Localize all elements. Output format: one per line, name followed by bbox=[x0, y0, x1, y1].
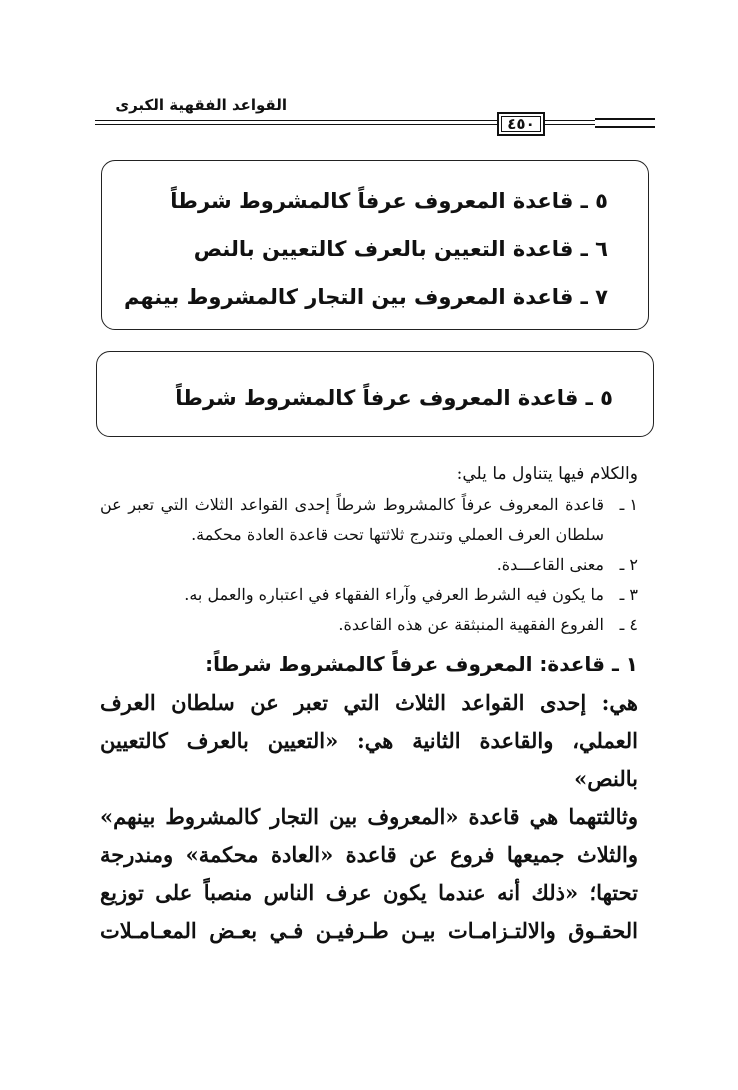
list-item-text: الفروع الفقهية المنبثقة عن هذه القاعدة. bbox=[338, 615, 604, 634]
rule-line-7: ٧ ـ قاعدة المعروف بين التجار كالمشروط بينهم bbox=[123, 285, 608, 309]
list-item bbox=[100, 610, 638, 640]
list-item-text: قاعدة المعروف عرفاً كالمشروط شرطاً إحدى القواعد الثلاث التي تعبر عن سلطان العرف العملي وتندرج ثلاثتها تحت قاعدة العادة محكمة. bbox=[100, 495, 604, 544]
header-rule bbox=[95, 120, 655, 125]
page-header bbox=[95, 92, 655, 140]
list-item-text: ما يكون فيه الشرط العرفي وآراء الفقهاء في اعتباره والعمل به. bbox=[184, 585, 604, 604]
body-text bbox=[100, 460, 638, 950]
section-title: ٥ ـ قاعدة المعروف عرفاً كالمشروط شرطاً bbox=[175, 386, 613, 410]
section-heading: ١ ـ قاعدة: المعروف عرفاً كالمشروط شرطاً: bbox=[205, 652, 638, 676]
section-title-box bbox=[96, 351, 654, 437]
list-item-number: ٤ ـ bbox=[619, 615, 638, 634]
paragraph-line: وثالثتهما هي قاعدة «المعروف بين التجار كالمشروط بينهم» bbox=[100, 804, 638, 829]
rule-line-6: ٦ ـ قاعدة التعيين بالعرف كالتعيين بالنص bbox=[193, 237, 608, 261]
intro-text: والكلام فيها يتناول ما يلي: bbox=[456, 464, 638, 484]
rule-line-5: ٥ ـ قاعدة المعروف عرفاً كالمشروط شرطاً bbox=[170, 189, 608, 213]
list-item-number: ١ ـ bbox=[619, 495, 638, 514]
page-number bbox=[497, 112, 545, 136]
list-item bbox=[100, 550, 638, 580]
header-double-rule bbox=[595, 118, 655, 128]
page-number-text: ٤٥٠ bbox=[507, 115, 535, 133]
paragraph-line: والثلاث جميعها فروع عن قاعدة «العادة محكمة» ومندرجة bbox=[100, 842, 638, 867]
list-item bbox=[100, 580, 638, 610]
list-item-number: ٢ ـ bbox=[619, 555, 638, 574]
topics-list bbox=[100, 490, 638, 640]
list-item-number: ٣ ـ bbox=[619, 585, 638, 604]
list-item bbox=[100, 490, 638, 550]
paragraph-line: الحقـوق والالتـزامـات بيـن طـرفيـن فـي بعـض المعـامـلات bbox=[100, 918, 638, 943]
list-item-text: معنى القاعـــدة. bbox=[496, 555, 604, 574]
paragraph-line: تحتها؛ «ذلك أنه عندما يكون عرف الناس منصباً على توزيع bbox=[100, 880, 638, 905]
rules-list-box bbox=[101, 160, 649, 330]
page-number-frame bbox=[501, 116, 541, 132]
paragraph-line: العملي، والقاعدة الثانية هي: «التعيين بالعرف كالتعيين بالنص» bbox=[100, 728, 638, 791]
paragraph-line: هي: إحدى القواعد الثلاث التي تعبر عن سلطان العرف bbox=[100, 690, 638, 715]
running-title: القواعد الفقهية الكبرى bbox=[115, 96, 287, 114]
